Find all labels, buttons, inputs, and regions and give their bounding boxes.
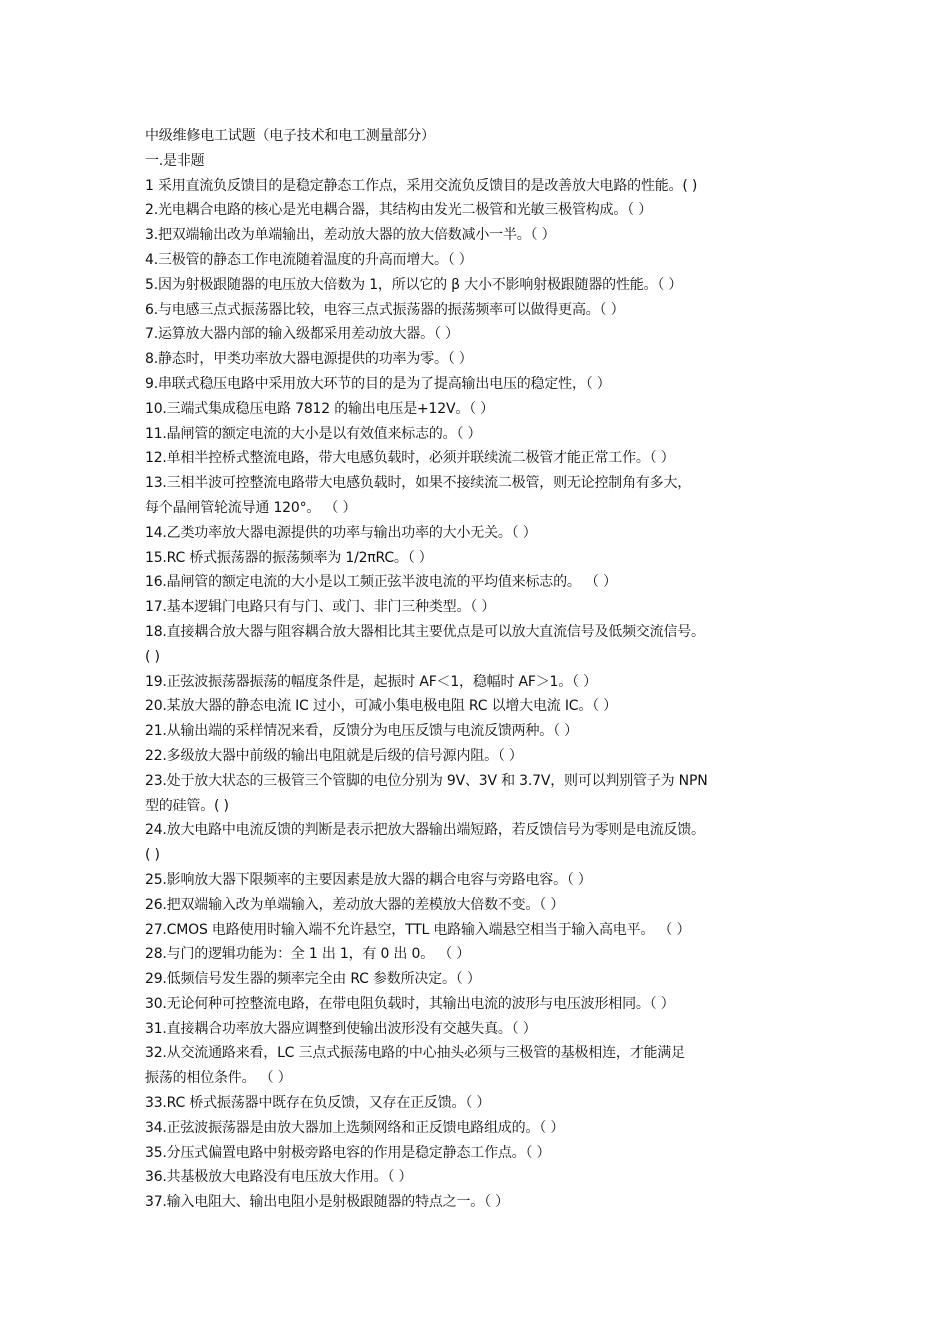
- question-line: 11.晶闸管的额定电流的大小是以有效值来标志的。（ ）: [145, 425, 482, 442]
- question-line: 19.正弦波振荡器振荡的幅度条件是，起振时 AF＜1，稳幅时 AF＞1。（ ）: [145, 673, 597, 690]
- question-line: 7.运算放大器内部的输入级都采用差动放大器。（ ）: [145, 326, 459, 343]
- question-line: 30.无论何种可控整流电路，在带电阻负载时，其输出电流的波形与电压波形相同。（ ）: [145, 995, 675, 1012]
- question-line: ( ): [145, 648, 160, 665]
- question-line: 20.某放大器的静态电流 IC 过小，可减小集电极电阻 RC 以增大电流 IC。（ ）: [145, 698, 617, 715]
- question-line: 12.单相半控桥式整流电路，带大电感负载时，必须并联续流二极管才能正常工作。（ ）: [145, 450, 675, 467]
- question-line: 34.正弦波振荡器是由放大器加上选频网络和正反馈电路组成的。（ ）: [145, 1119, 565, 1136]
- question-line: 16.晶闸管的额定电流的大小是以工频正弦半波电流的平均值来标志的。 （ ）: [145, 574, 617, 591]
- question-line: 29.低频信号发生器的频率完全由 RC 参数所决定。（ ）: [145, 971, 481, 988]
- question-line: 32.从交流通路来看，LC 三点式振荡电路的中心抽头必须与三极管的基极相连，才能满足: [145, 1045, 685, 1062]
- question-line: 9.串联式稳压电路中采用放大环节的目的是为了提高输出电压的稳定性，（ ）: [145, 375, 611, 392]
- question-line: 8.静态时，甲类功率放大器电源提供的功率为零。（ ）: [145, 351, 473, 368]
- document-title: 中级维修电工试题（电子技术和电工测量部分）: [145, 128, 435, 144]
- question-line: 每个晶闸管轮流导通 120°。 （ ）: [145, 499, 357, 516]
- question-line: 17.基本逻辑门电路只有与门、或门、非门三种类型。（ ）: [145, 599, 496, 616]
- question-line: 23.处于放大状态的三极管三个管脚的电位分别为 9V、3V 和 3.7V，则可以判别管子为 NPN: [145, 772, 708, 789]
- question-line: 15.RC 桥式振荡器的振荡频率为 1/2πRC。（ ）: [145, 549, 433, 566]
- question-line: 2.光电耦合电路的核心是光电耦合器，其结构由发光二极管和光敏三极管构成。（ ）: [145, 202, 653, 219]
- question-line: 5.因为射极跟随器的电压放大倍数为 1，所以它的 β 大小不影响射极跟随器的性能。（ ）: [145, 276, 683, 293]
- question-line: 14.乙类功率放大器电源提供的功率与输出功率的大小无关。（ ）: [145, 524, 537, 541]
- question-line: 36.共基极放大电路没有电压放大作用。（ ）: [145, 1169, 413, 1186]
- question-line: 33.RC 桥式振荡器中既存在负反馈，又存在正反馈。（ ）: [145, 1095, 491, 1112]
- question-line: 10.三端式集成稳压电路 7812 的输出电压是+12V。（ ）: [145, 400, 494, 417]
- question-line: 4.三极管的静态工作电流随着温度的升高而增大。（ ）: [145, 251, 473, 268]
- question-line: 26.把双端输入改为单端输入，差动放大器的差模放大倍数不变。（ ）: [145, 896, 565, 913]
- question-line: 25.影响放大器下限频率的主要因素是放大器的耦合电容与旁路电容。（ ）: [145, 871, 592, 888]
- question-line: 6.与电感三点式振荡器比较，电容三点式振荡器的振荡频率可以做得更高。（ ）: [145, 301, 625, 318]
- question-line: 28.与门的逻辑功能为：全 1 出 1，有 0 出 0。 （ ）: [145, 946, 471, 963]
- section-heading: 一.是非题: [145, 152, 205, 169]
- question-line: 22.多级放大器中前级的输出电阻就是后级的信号源内阻。（ ）: [145, 747, 523, 764]
- question-line: 18.直接耦合放大器与阻容耦合放大器相比其主要优点是可以放大直流信号及低频交流信号。: [145, 623, 705, 640]
- question-line: ( ): [145, 847, 160, 864]
- question-line: 35.分压式偏置电路中射极旁路电容的作用是稳定静态工作点。（ ）: [145, 1144, 551, 1161]
- document-body: [145, 124, 835, 1215]
- question-line: 型的硅管。( ): [145, 797, 229, 814]
- question-line: 37.输入电阻大、输出电阻小是射极跟随器的特点之一。（ ）: [145, 1194, 509, 1211]
- question-line: 21.从输出端的采样情况来看，反馈分为电压反馈与电流反馈两种。（ ）: [145, 723, 578, 740]
- question-line: 31.直接耦合功率放大器应调整到使输出波形没有交越失真。（ ）: [145, 1020, 537, 1037]
- question-line: 振荡的相位条件。 （ ）: [145, 1070, 292, 1087]
- question-line: 24.放大电路中电流反馈的判断是表示把放大器输出端短路，若反馈信号为零则是电流反馈。: [145, 822, 705, 839]
- question-list: [145, 174, 835, 1215]
- question-line: 27.CMOS 电路使用时输入端不允许悬空，TTL 电路输入端悬空相当于输入高电平。 （ ）: [145, 921, 691, 938]
- question-line: 13.三相半波可控整流电路带大电感负载时，如果不接续流二极管，则无论控制角有多大，: [145, 475, 692, 492]
- question-line: 1 采用直流负反馈目的是稳定静态工作点，采用交流负反馈目的是改善放大电路的性能。( ): [145, 177, 698, 194]
- question-line: 3.把双端输出改为单端输出，差动放大器的放大倍数减小一半。（ ）: [145, 227, 556, 244]
